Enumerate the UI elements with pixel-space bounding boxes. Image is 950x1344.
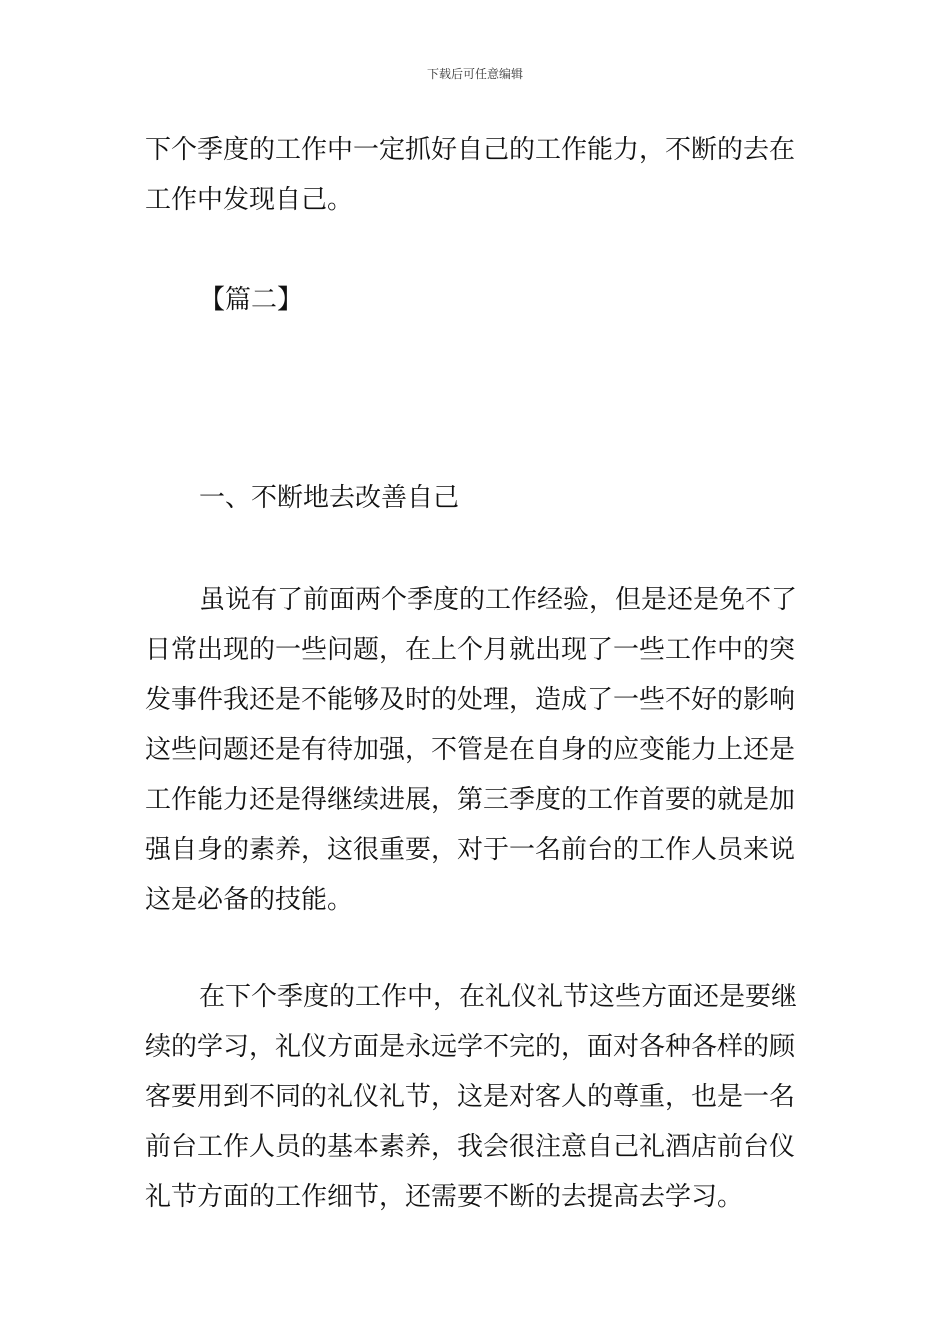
section-title: 【篇二】 — [199, 285, 304, 315]
paragraph-work-experience: 虽说有了前面两个季度的工作经验，但是还是免不了日常出现的一些问题，在上个月就出现了一些工作中的突发事件我还是不能够及时的处理，造成了一些不好的影响这些问题还是有待加强，不管是在自身的应变能力上还是工作能力还是得继续进展，第三季度的工作首要的就是加强自身的素养，这很重要，对于一名前台的工作人员来说这是必备的技能。 — [145, 585, 798, 915]
heading-improve-self: 一、不断地去改善自己 — [199, 483, 460, 513]
paragraph-etiquette: 在下个季度的工作中，在礼仪礼节这些方面还是要继续的学习，礼仪方面是永远学不完的，面对各种各样的顾客要用到不同的礼仪礼节，这是对客人的尊重，也是一名前台工作人员的基本素养，我会很注意自己礼酒店前台仪礼节方面的工作细节，还需要不断的去提高去学习。 — [145, 982, 798, 1212]
page-header: 下载后可任意编辑 — [426, 67, 523, 81]
paragraph-continuation: 下个季度的工作中一定抓好自己的工作能力，不断的去在工作中发现自己。 — [145, 135, 796, 215]
